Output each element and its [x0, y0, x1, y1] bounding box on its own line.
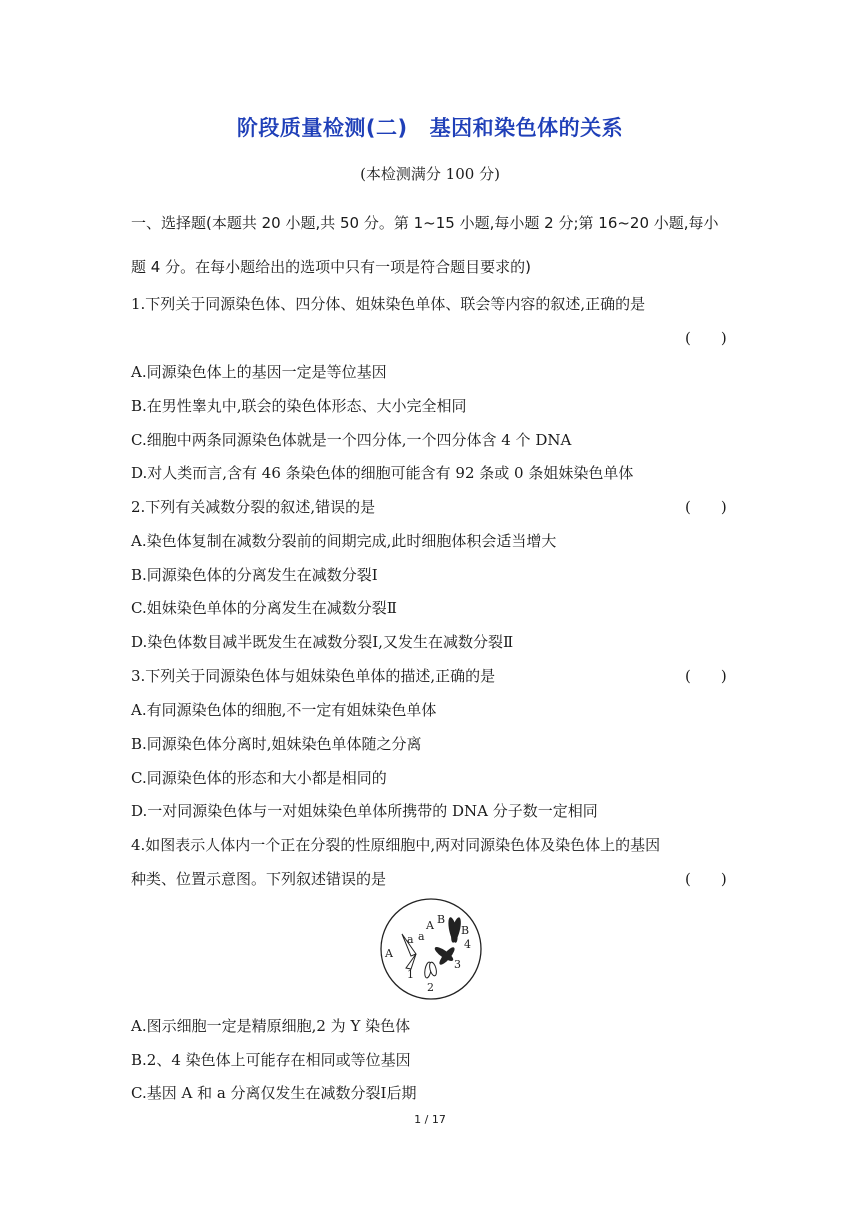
q1-stem: 1.下列关于同源染色体、四分体、姐妹染色单体、联会等内容的叙述,正确的是: [131, 295, 646, 313]
title-part1: 阶段质量检测(二): [236, 116, 408, 140]
label-gene-a-mid: a: [418, 930, 425, 943]
q2-option-b: B.同源染色体的分离发生在减数分裂Ⅰ: [131, 566, 378, 584]
label-chromosome-3: 3: [454, 958, 461, 971]
page-number: 1 / 17: [414, 1113, 446, 1126]
q2-option-c: C.姐妹染色单体的分离发生在减数分裂Ⅱ: [131, 599, 397, 617]
label-gene-B-right: B: [461, 924, 470, 937]
q1-option-b: B.在男性睾丸中,联会的染色体形态、大小完全相同: [131, 397, 467, 415]
label-gene-A-mid: A: [426, 919, 434, 932]
q4-stem-line2: 种类、位置示意图。下列叙述错误的是: [131, 870, 387, 888]
q1-option-a: A.同源染色体上的基因一定是等位基因: [131, 363, 387, 381]
label-gene-A-left: A: [385, 947, 393, 960]
section-heading-line1: 一、选择题(本题共 20 小题,共 50 分。第 1~15 小题,每小题 2 分;第 16~20 小题,每小: [131, 214, 719, 232]
label-gene-a-left: a: [407, 933, 414, 946]
label-chromosome-4: 4: [464, 938, 471, 951]
q3-option-d: D.一对同源染色体与一对姐妹染色单体所携带的 DNA 分子数一定相同: [131, 802, 598, 820]
q1-option-d: D.对人类而言,含有 46 条染色体的细胞可能含有 92 条或 0 条姐妹染色单体: [131, 464, 634, 482]
q4-option-c: C.基因 A 和 a 分离仅发生在减数分裂Ⅰ后期: [131, 1084, 417, 1102]
q3-option-b: B.同源染色体分离时,姐妹染色单体随之分离: [131, 735, 422, 753]
q3-answer-paren: ( ): [685, 667, 727, 685]
page-title: [0, 112, 860, 142]
q2-option-d: D.染色体数目减半既发生在减数分裂Ⅰ,又发生在减数分裂Ⅱ: [131, 633, 514, 651]
q2-option-a: A.染色体复制在减数分裂前的间期完成,此时细胞体积会适当增大: [131, 532, 557, 550]
score-note: (本检测满分 100 分): [360, 165, 500, 183]
q3-option-c: C.同源染色体的形态和大小都是相同的: [131, 769, 387, 787]
q4-option-b: B.2、4 染色体上可能存在相同或等位基因: [131, 1051, 411, 1069]
q4-answer-paren: ( ): [685, 870, 727, 888]
q1-answer-paren: ( ): [685, 329, 727, 347]
label-chromosome-2: 2: [427, 981, 434, 994]
q4-option-a: A.图示细胞一定是精原细胞,2 为 Y 染色体: [131, 1017, 411, 1035]
q3-stem: 3.下列关于同源染色体与姐妹染色单体的描述,正确的是: [131, 667, 496, 685]
cell-chromosome-figure: [378, 896, 484, 1002]
q2-answer-paren: ( ): [685, 498, 727, 516]
cell-diagram: [378, 896, 484, 1002]
label-gene-B-top: B: [437, 913, 446, 926]
q4-stem-line1: 4.如图表示人体内一个正在分裂的性原细胞中,两对同源染色体及染色体上的基因: [131, 836, 661, 854]
label-chromosome-1: 1: [407, 968, 414, 981]
title-part2: 基因和染色体的关系: [429, 116, 624, 140]
q1-option-c: C.细胞中两条同源染色体就是一个四分体,一个四分体含 4 个 DNA: [131, 431, 572, 449]
q3-option-a: A.有同源染色体的细胞,不一定有姐妹染色单体: [131, 701, 437, 719]
q2-stem: 2.下列有关减数分裂的叙述,错误的是: [131, 498, 376, 516]
section-heading-line2: 题 4 分。在每小题给出的选项中只有一项是符合题目要求的): [131, 258, 531, 276]
chromosome-2: [424, 961, 438, 978]
